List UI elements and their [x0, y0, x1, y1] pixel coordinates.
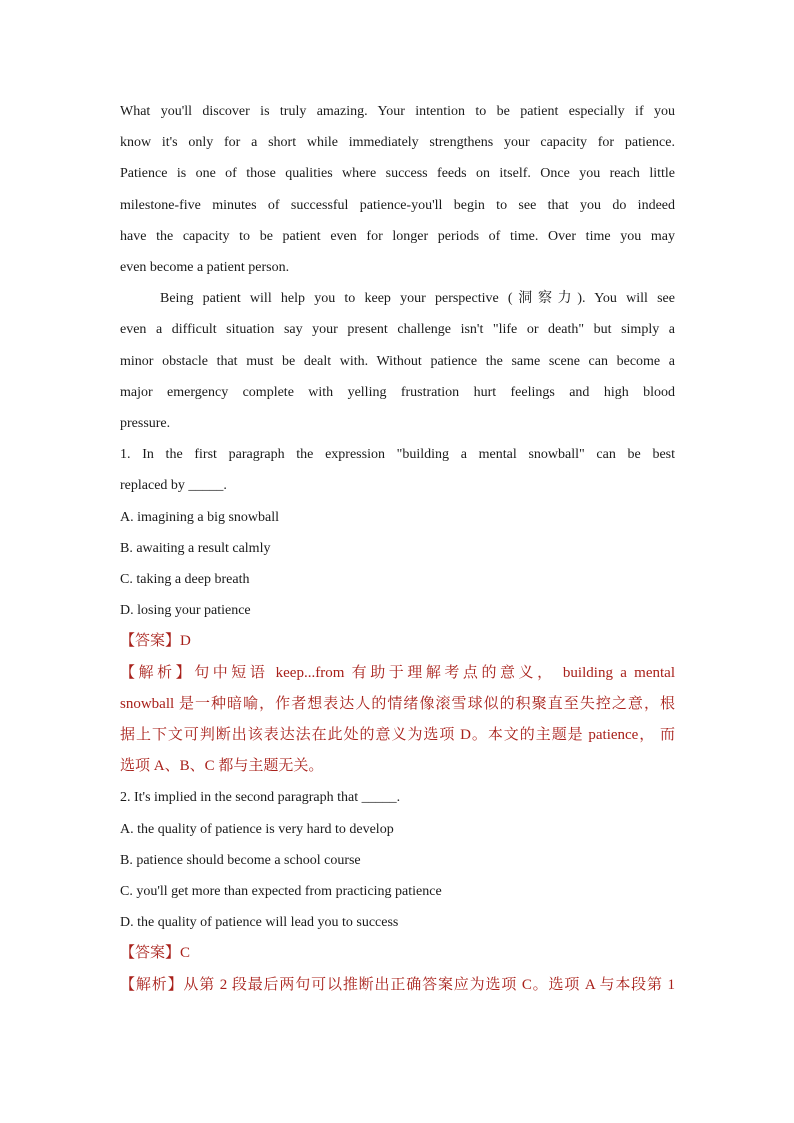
- text-line: minor obstacle that must be dealt with. Without patience the same scene can become a: [120, 353, 675, 369]
- option-a: A. imagining a big snowball: [120, 509, 280, 525]
- option-a: A. the quality of patience is very hard to develop: [120, 821, 394, 837]
- passage-paragraph-2: [120, 283, 675, 439]
- text-line: even a difficult situation say your present challenge isn't "life or death" but simply a: [120, 322, 675, 338]
- text-line: have the capacity to be patient even for longer periods of time. Over time you may: [120, 228, 675, 244]
- question-stem-line: 1. In the first paragraph the expression "building a mental snowball" can be best: [120, 447, 675, 463]
- analysis-label: 【解析】: [120, 976, 184, 993]
- question-1: [120, 439, 675, 782]
- text-line: even become a patient person.: [120, 260, 290, 276]
- question-2: [120, 782, 675, 1000]
- option-d: D. losing your patience: [120, 603, 251, 619]
- analysis-label: 【解析】: [120, 664, 195, 681]
- text-line: Being patient will help you to keep your perspective (洞察力). You will see: [160, 291, 675, 307]
- text-line: major emergency complete with yelling frustration hurt feelings and high blood: [120, 384, 675, 400]
- text-line: pressure.: [120, 416, 171, 432]
- option-d: D. the quality of patience will lead you to success: [120, 915, 399, 931]
- question-stem-line: 2. It's implied in the second paragraph that _____.: [120, 790, 401, 806]
- answer-value: C: [180, 945, 191, 962]
- text-line: What you'll discover is truly amazing. Your intention to be patient especially if you: [120, 104, 675, 119]
- analysis-line: 选项 A、B、C 都与主题无关。: [120, 758, 324, 775]
- text-line: milestone-five minutes of successful patience-you'll begin to see that you do indeed: [120, 197, 675, 213]
- analysis-line: 【解析】句中短语 keep...from 有助于理解考点的意义， building a mental: [120, 664, 675, 681]
- option-c: C. you'll get more than expected from practicing patience: [120, 884, 442, 900]
- document-content: [120, 96, 675, 1001]
- analysis-line: 据上下文可判断出该表达法在此处的意义为选项 D。本文的主题是 patience， 而: [120, 727, 675, 744]
- answer-label: 【答案】: [120, 633, 181, 650]
- question-stem-line: replaced by _____.: [120, 478, 227, 494]
- option-b: B. patience should become a school course: [120, 852, 361, 868]
- text-line: know it's only for a short while immediately strengthens your capacity for patience.: [120, 135, 675, 151]
- answer-value: D: [180, 633, 191, 650]
- option-c: C. taking a deep breath: [120, 572, 250, 588]
- option-b: B. awaiting a result calmly: [120, 540, 271, 556]
- answer-line: [120, 938, 675, 969]
- passage-paragraph-1: [120, 96, 675, 283]
- answer-line: [120, 626, 675, 657]
- analysis-line: 【解析】从第 2 段最后两句可以推断出正确答案应为选项 C。选项 A 与本段第 1: [120, 976, 675, 993]
- answer-label: 【答案】: [120, 945, 181, 962]
- text-line: Patience is one of those qualities where success feeds on itself. Once you reach little: [120, 166, 675, 182]
- analysis-line: snowball 是一种暗喻，作者想表达人的情绪像滚雪球似的积聚直至失控之意，根: [120, 695, 675, 712]
